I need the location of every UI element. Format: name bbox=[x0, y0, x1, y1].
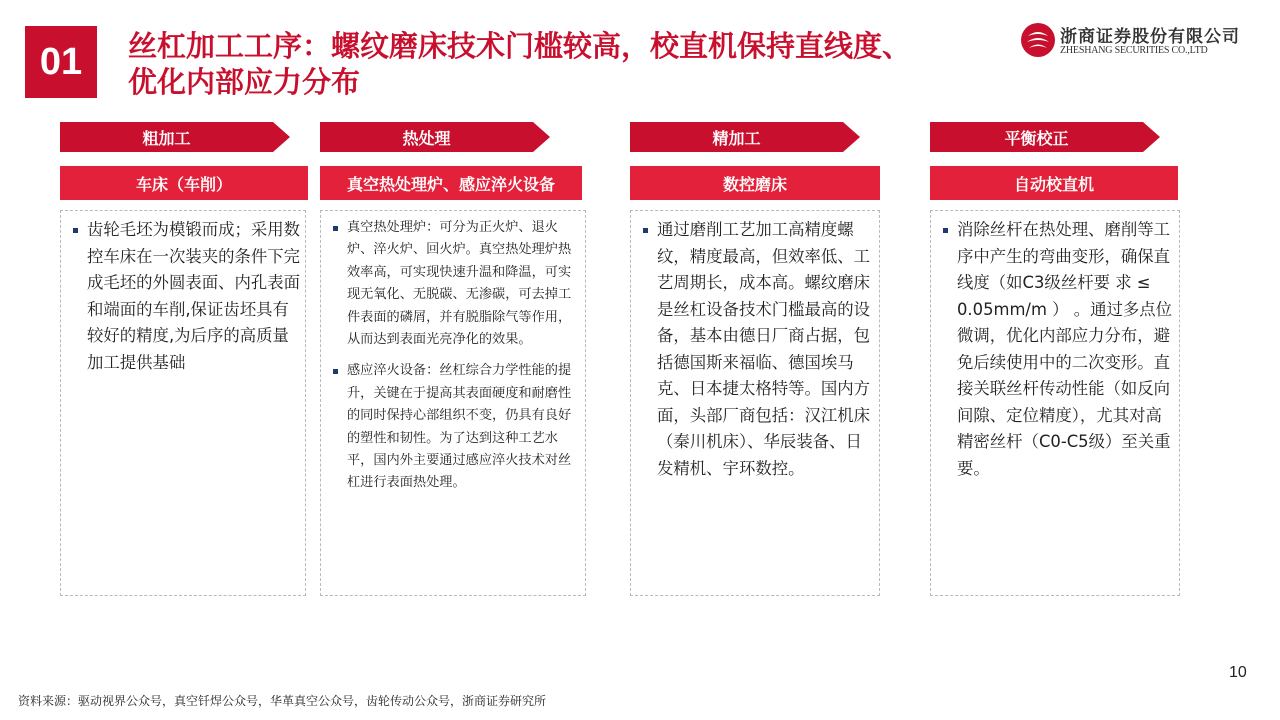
stage-label: 平衡校正 bbox=[1004, 128, 1069, 148]
section-number-badge: 01 bbox=[25, 26, 97, 98]
bullet-text: 通过磨削工艺加工高精度螺纹，精度最高，但效率低、工艺周期长，成本高。螺纹磨床是丝杠设备技术门槛最高的设备，基本由德日厂商占据，包括德国斯来福临、德国埃马克、日本捷太格特等。国内方面，头部厂商包括：汉江机床（秦川机床）、华辰装备、日发精机、宇环数控。 bbox=[657, 220, 871, 478]
bullet-square-icon bbox=[333, 226, 338, 231]
bullet-square-icon bbox=[943, 228, 948, 233]
description-box bbox=[60, 210, 306, 596]
title-line-2: 优化内部应力分布 bbox=[128, 65, 361, 99]
bullet-item bbox=[321, 360, 585, 494]
equipment-header: 自动校直机 bbox=[930, 166, 1178, 200]
bullet-square-icon bbox=[643, 228, 648, 233]
equipment-header: 数控磨床 bbox=[630, 166, 880, 200]
stage-arrow bbox=[60, 122, 273, 152]
description-box bbox=[930, 210, 1180, 596]
page-number: 10 bbox=[1229, 664, 1247, 681]
description-box bbox=[630, 210, 880, 596]
logo-name-cn: 浙商证券股份有限公司 bbox=[1060, 27, 1240, 47]
company-logo bbox=[1020, 20, 1270, 66]
process-column-rough-machining bbox=[60, 122, 310, 372]
stage-label: 热处理 bbox=[402, 128, 451, 148]
bullet-item bbox=[931, 217, 1179, 482]
process-column-straightening bbox=[930, 122, 1180, 478]
process-column-finishing bbox=[630, 122, 880, 478]
stage-label: 粗加工 bbox=[142, 128, 191, 148]
bullet-square-icon bbox=[333, 369, 338, 374]
process-column-heat-treatment bbox=[320, 122, 572, 491]
zheshang-logo-icon bbox=[1020, 22, 1056, 58]
stage-arrow bbox=[320, 122, 533, 152]
bullet-item bbox=[61, 217, 305, 376]
stage-label: 精加工 bbox=[712, 128, 761, 148]
source-note: 资料来源：驱动视界公众号，真空钎焊公众号，华革真空公众号，齿轮传动公众号，浙商证券研究所 bbox=[18, 694, 547, 708]
bullet-text: 感应淬火设备：丝杠综合力学性能的提升，关键在于提高其表面硬度和耐磨性的同时保持心部组织不变，仍具有良好的塑性和韧性。为了达到这种工艺水平，国内外主要通过感应淬火技术对丝杠进行表面热处理。 bbox=[347, 363, 572, 491]
stage-arrow bbox=[930, 122, 1143, 152]
equipment-header: 车床（车削） bbox=[60, 166, 308, 200]
bullet-text: 消除丝杆在热处理、磨削等工序中产生的弯曲变形，确保直线度（如C3级丝杆要 求 ≤ 0.05mm/m ） 。通过多点位微调，优化内部应力分布，避免后续使用中的二次变形。直接关联丝杆传动性能（如反向间隙、定位精度），尤其对高精密丝杆（C0-C5级）至关重要。 bbox=[957, 220, 1173, 478]
bullet-text: 真空热处理炉：可分为正火炉、退火炉、淬火炉、回火炉。真空热处理炉热效率高，可实现快速升温和降温，可实现无氧化、无脱碳、无渗碳，可去掉工件表面的磷屑，并有脱脂除气等作用，从而达到表面光亮净化的效果。 bbox=[347, 220, 572, 348]
description-box bbox=[320, 210, 586, 596]
stage-arrow bbox=[630, 122, 843, 152]
bullet-text: 齿轮毛坯为模锻而成；采用数控车床在一次装夹的条件下完成毛坯的外圆表面、内孔表面和端面的车削,保证齿坯具有较好的精度,为后序的高质量加工提供基础 bbox=[87, 220, 301, 372]
page-title bbox=[128, 28, 1008, 100]
bullet-item bbox=[321, 217, 585, 351]
title-line-1: 丝杠加工工序：螺纹磨床技术门槛较高，校直机保持直线度、 bbox=[128, 29, 912, 63]
equipment-header: 真空热处理炉、感应淬火设备 bbox=[320, 166, 582, 200]
bullet-square-icon bbox=[73, 228, 78, 233]
bullet-item bbox=[631, 217, 879, 482]
logo-name-en: ZHESHANG SECURITIES CO.,LTD bbox=[1060, 45, 1208, 56]
